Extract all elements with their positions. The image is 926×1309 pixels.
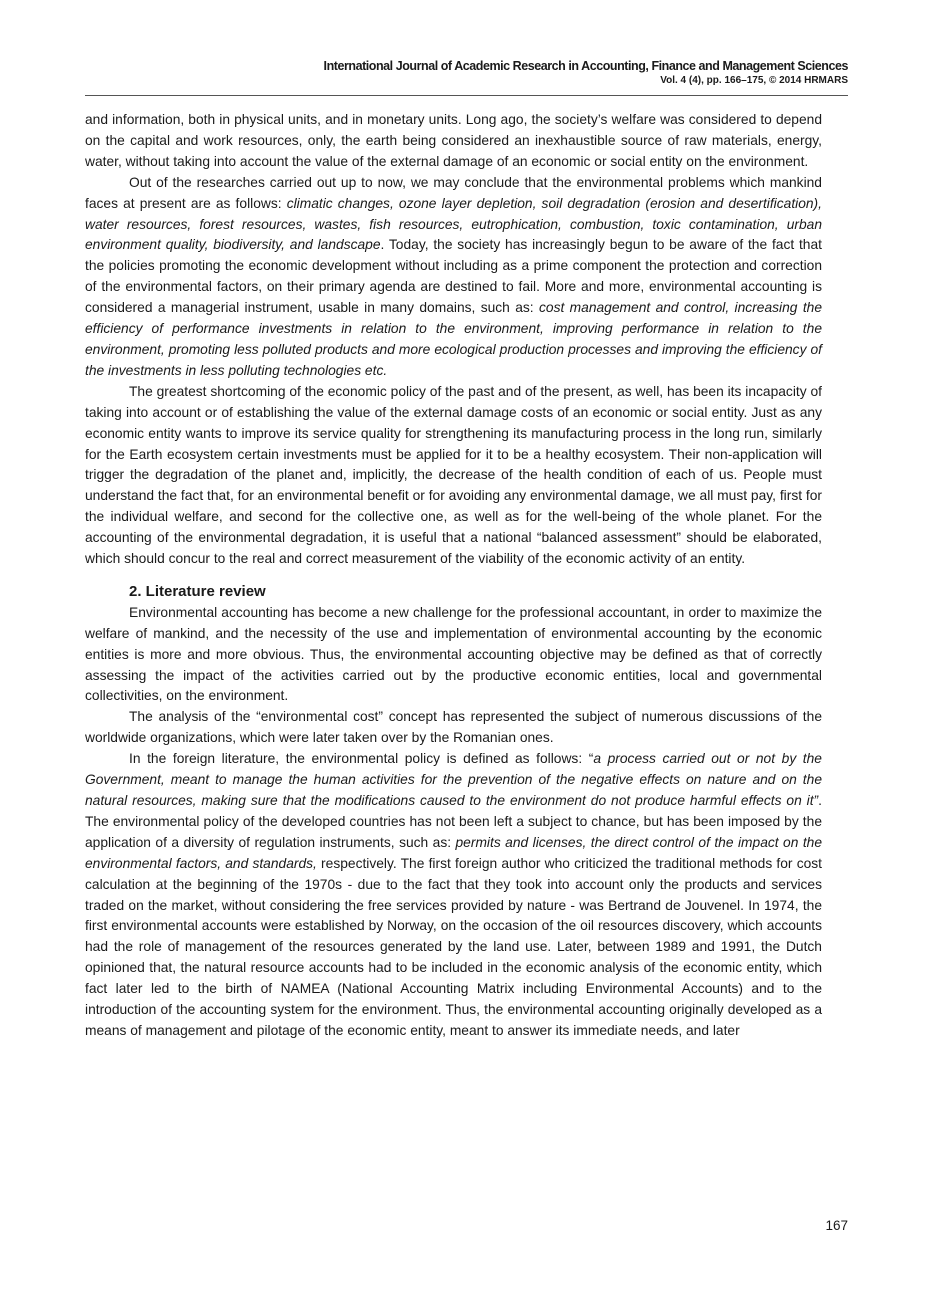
paragraph-2-text: Out of the researches carried out up to now, we may conclude that the environmental problems which mankind faces at present are as follows: — [85, 174, 822, 211]
volume-info: Vol. 4 (4), pp. 166–175, © 2014 HRMARS — [660, 75, 848, 86]
running-header — [324, 58, 848, 87]
paragraph-1: and information, both in physical units, and in monetary units. Long ago, the society’s welfare was considered to depend on the capital and work resources, only, the earth being considered an inexhaustible source of raw materials, energy, water, without taking into account the value of the external damage of an economic or social entity on the environment. — [85, 112, 822, 169]
paragraph-6-text: In the foreign literature, the environmental policy is defined as follows: “ — [129, 751, 594, 767]
paragraph-6-text: . The environmental policy of the developed countries has not been left a subject to chance, but has been imposed by the application of a diversity of regulation instruments, such as: — [85, 793, 822, 850]
journal-title: International Journal of Academic Research in Accounting, Finance and Management Sciences — [323, 59, 848, 73]
paragraph-5: The analysis of the “environmental cost” concept has represented the subject of numerous discussions of the worldwide organizations, which were later taken over by the Romanian ones. — [85, 709, 822, 746]
paragraph-6-emphasis: permits and licenses, the direct control of the impact on the environmental factors, and standards, — [85, 834, 822, 871]
article-body — [85, 110, 822, 1042]
header-divider — [85, 95, 848, 96]
paragraph-6 — [85, 749, 822, 1042]
paragraph-2 — [85, 173, 822, 382]
paragraph-6-quote: a process carried out or not by the Government, meant to manage the human activities for the prevention of the negative effects on nature and on the natural resources, making sure that the modifications caused to the environment do not produce harmful effects on it” — [85, 751, 822, 808]
paragraph-2-text: . Today, the society has increasingly begun to be aware of the fact that the policies promoting the economic development without including as a prime component the protection and correction of the environmental factors, on their primary agenda are destined to fail. More and more, environmental accounting is considered a managerial instrument, usable in many domains, such as: — [85, 237, 822, 316]
page-number: 167 — [825, 1218, 848, 1233]
paragraph-2-emphasis: cost management and control, increasing the efficiency of performance investments in relation to the environment, improving performance in relation to the environment, promoting less polluted products and more ecological production processes and improving the efficiency of the investments in less polluting technologies etc. — [85, 300, 822, 378]
section-heading: 2. Literature review — [129, 582, 266, 600]
paragraph-6-text: respectively. The first foreign author who criticized the traditional methods for cost calculation at the beginning of the 1970s - due to the fact that they took into account only the products and services traded on the market, without considering the free services provided by nature - was Bertrand de Jouvenel. In 1974, the first environmental accounts were established by Norway, on the occasion of the oil resources discovery, which accounts had the role of management of the resources generated by the land use. Later, between 1989 and 1991, the Dutch opinioned that, the natural resource accounts had to be included in the economic analysis of the economic entity, which fact later led to the birth of NAMEA (National Accounting Matrix including Environmental Accounts) and to the introduction of the accounting system for the environment. Thus, the environmental accounting originally developed as a means of management and pilotage of the economic entity, meant to answer its immediate needs, and later — [85, 855, 822, 1038]
paragraph-2-emphasis: climatic changes, ozone layer depletion, soil degradation (erosion and desertification), water resources, forest resources, wastes, fish resources, eutrophication, combustion, toxic contamination, urban environment quality, biodiversity, and landscape — [85, 195, 822, 253]
paragraph-4: Environmental accounting has become a new challenge for the professional accountant, in order to maximize the welfare of mankind, and the necessity of the use and implementation of environmental accounting by the economic entities is more and more obvious. Thus, the environmental accounting objective may be defined as that of correctly assessing the impact of the activities carried out by the productive economic entities, local and governmental collectivities, on the environment. — [85, 604, 822, 704]
paragraph-3: The greatest shortcoming of the economic policy of the past and of the present, as well, has been its incapacity of taking into account or of establishing the value of the external damage costs of an economic or social entity. Just as any economic entity wants to improve its service quality for strengthening its manufacturing process in the long run, similarly for the Earth ecosystem certain investments must be applied for it to be a healthy ecosystem. Their non-application will trigger the degradation of the planet and, implicitly, the decrease of the health condition of each of us. People must understand the fact that, for an environmental benefit or for avoiding any environmental damage, we all must pay, first for the individual welfare, and second for the collective one, as well as for the well-being of the whole planet. For the accounting of the environmental degradation, it is useful that a national “balanced assessment” should be elaborated, which should concur to the real and correct measurement of the viability of the economic activity of an entity. — [85, 383, 822, 567]
